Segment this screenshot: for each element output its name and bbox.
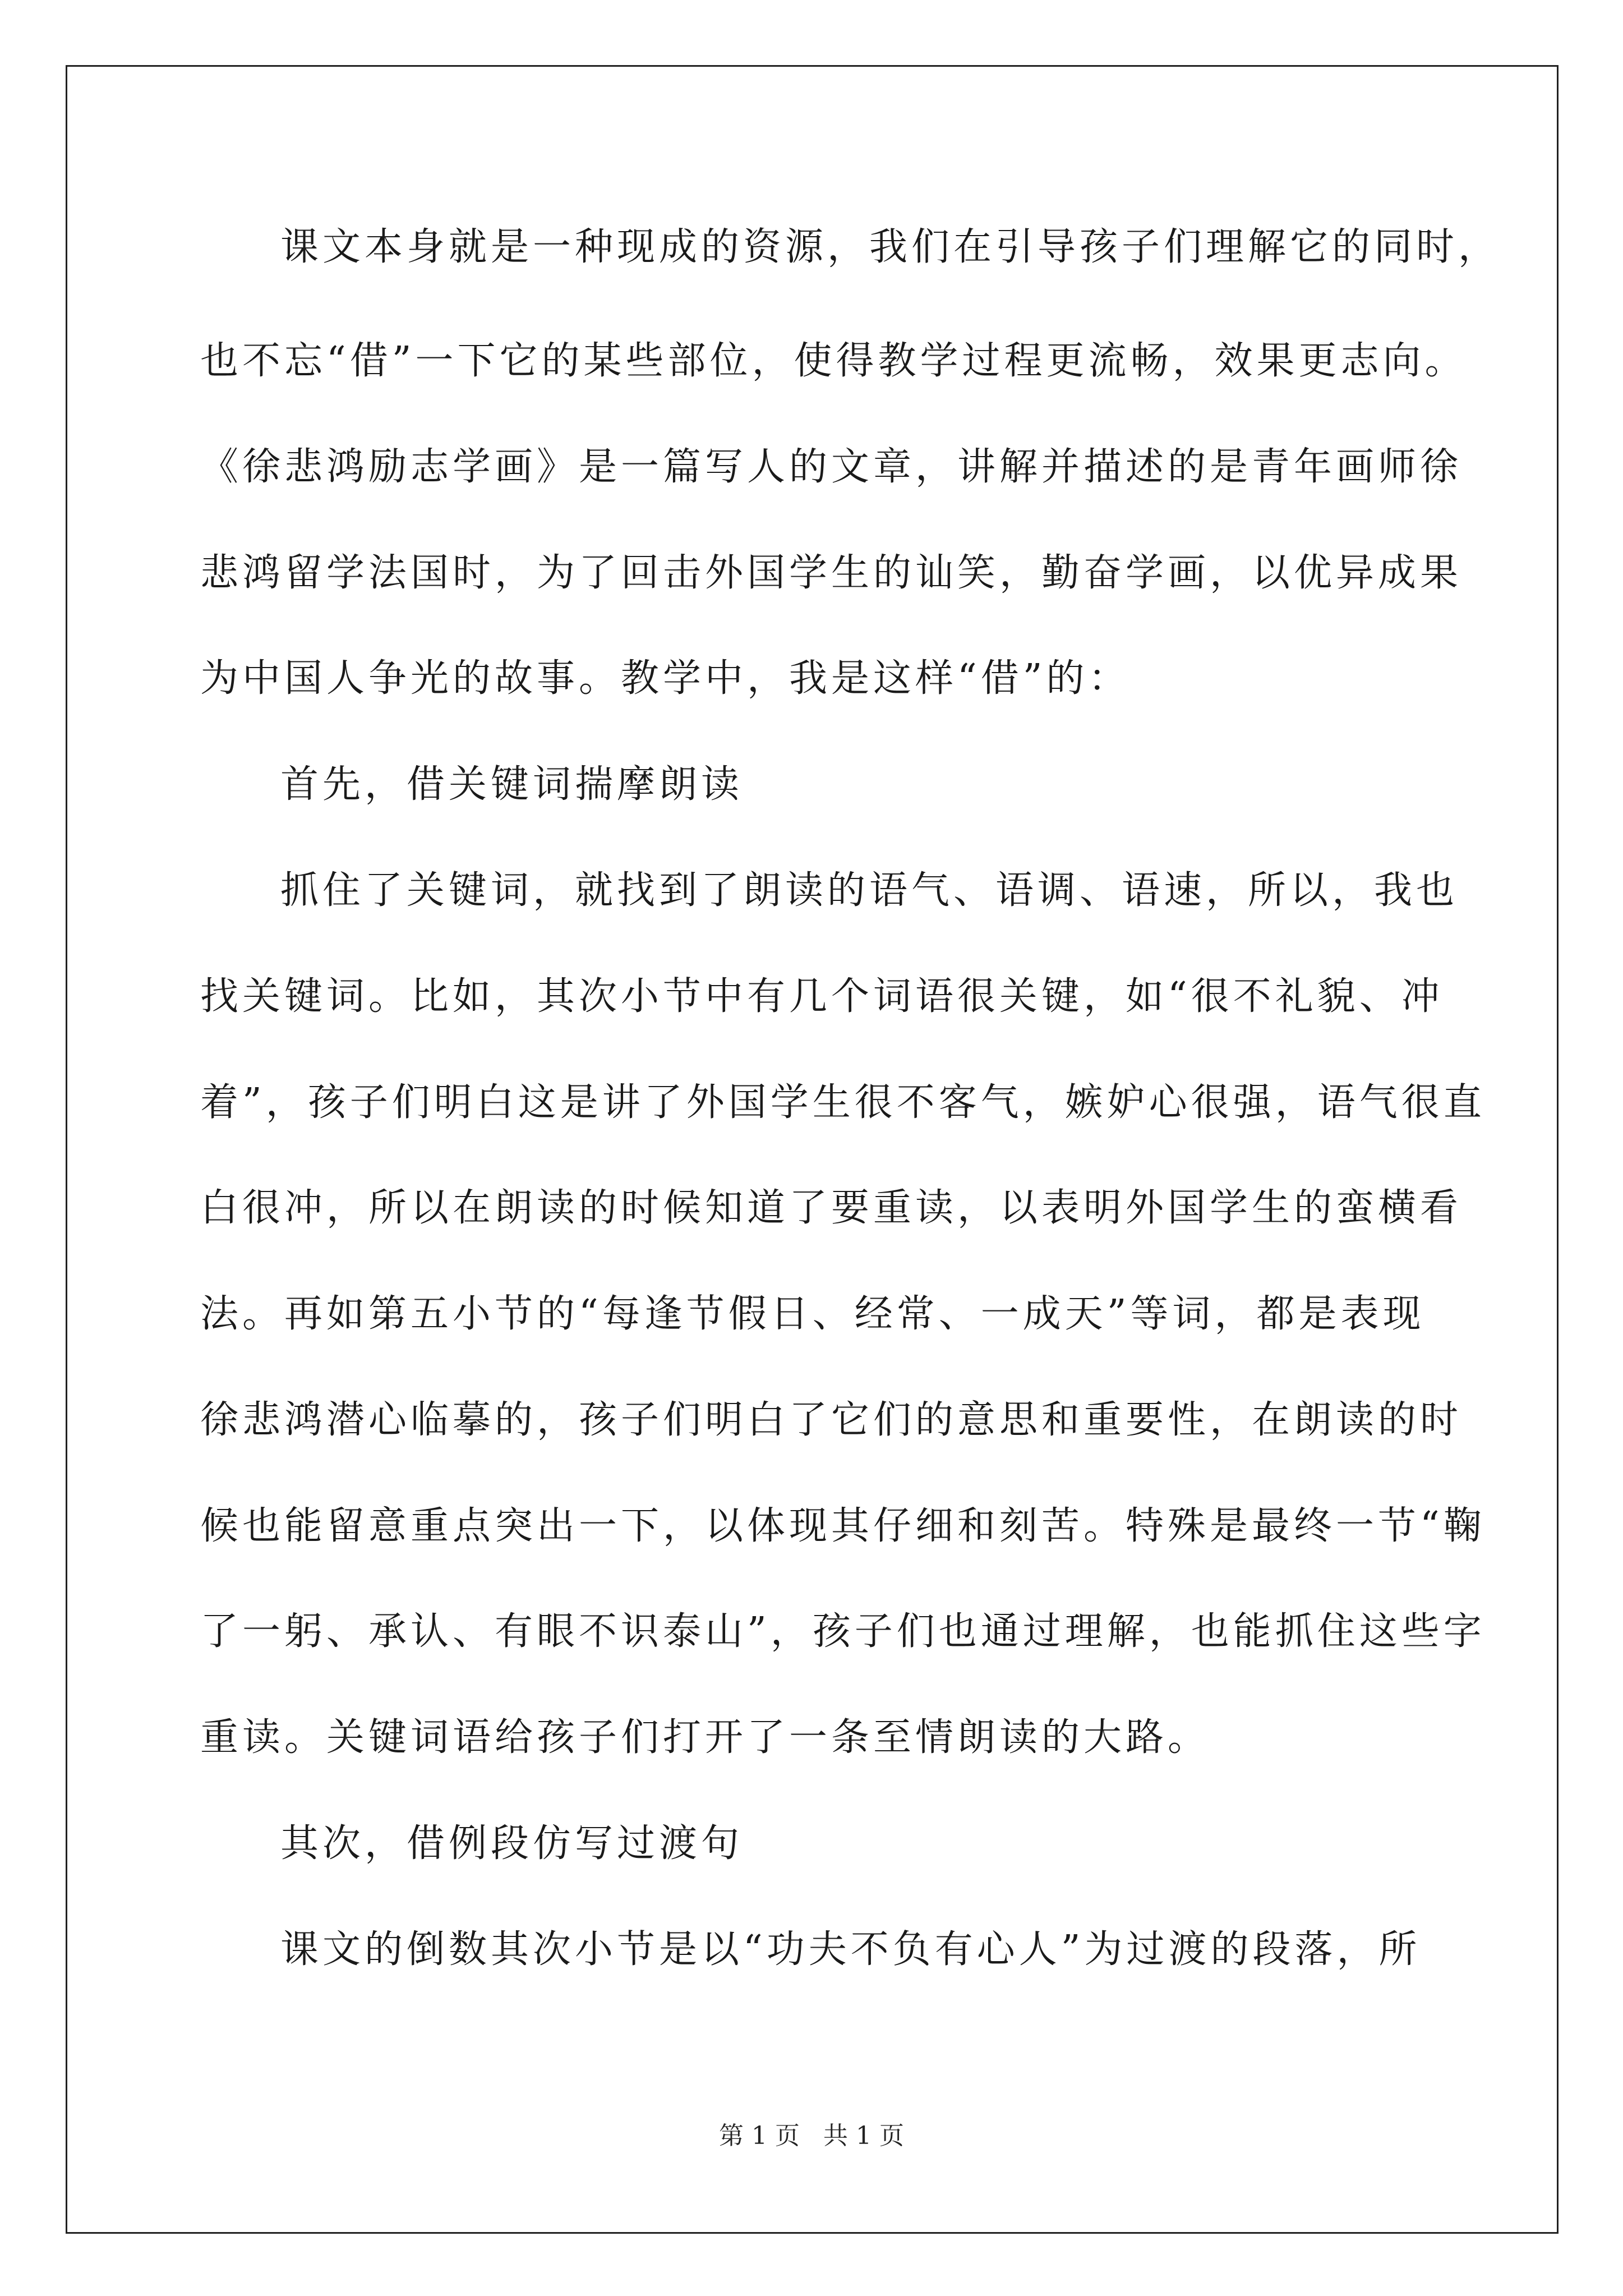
page-total: 共 1 页 — [823, 2122, 904, 2150]
page-frame — [66, 65, 1559, 2234]
body-line-10: 法。再如第五小节的“每逢节假日、经常、一成天”等词，都是表现 — [200, 1292, 1425, 1336]
page-number: 第 1 页 — [719, 2122, 800, 2150]
body-line-15: 课文的倒数其次小节是以“功夫不负有心人”为过渡的段落，所 — [280, 1927, 1421, 1972]
body-line-8: 着”，孩子们明白这是讲了外国学生很不客气，嫉妒心很强，语气很直 — [200, 1080, 1486, 1125]
body-line-9: 白很冲，所以在朗读的时候知道了要重读，以表明外国学生的蛮横看 — [200, 1186, 1463, 1230]
body-line-11: 徐悲鸿潜心临摹的，孩子们明白了它们的意思和重要性，在朗读的时 — [200, 1398, 1463, 1442]
body-line-12: 候也能留意重点突出一下，以体现其仔细和刻苦。特殊是最终一节“鞠 — [200, 1504, 1486, 1548]
body-line-13: 了一躬、承认、有眼不识泰山”，孩子们也通过理解，也能抓住这些字 — [200, 1609, 1486, 1654]
body-line-7: 找关键词。比如，其次小节中有几个词语很关键，如“很不礼貌、冲 — [200, 974, 1444, 1019]
section-heading-1: 首先，借关键词揣摩朗读 — [280, 762, 744, 807]
body-line-5: 为中国人争光的故事。教学中，我是这样“借”的： — [200, 656, 1131, 701]
section-heading-2: 其次，借例段仿写过渡句 — [280, 1821, 744, 1866]
body-line-1: 课文本身就是一种现成的资源，我们在引导孩子们理解它的同时， — [280, 225, 1501, 269]
body-line-3: 《徐悲鸿励志学画》是一篇写人的文章，讲解并描述的是青年画师徐 — [200, 445, 1463, 489]
body-line-6: 抓住了关键词，就找到了朗读的语气、语调、语速，所以，我也 — [280, 868, 1459, 913]
body-line-4: 悲鸿留学法国时，为了回击外国学生的讪笑，勤奋学画，以优异成果 — [200, 551, 1463, 595]
body-line-2: 也不忘“借”一下它的某些部位，使得教学过程更流畅，效果更志向。 — [200, 339, 1467, 383]
page-footer — [0, 2120, 1623, 2152]
body-line-14: 重读。关键词语给孩子们打开了一条至情朗读的大路。 — [200, 1715, 1210, 1760]
